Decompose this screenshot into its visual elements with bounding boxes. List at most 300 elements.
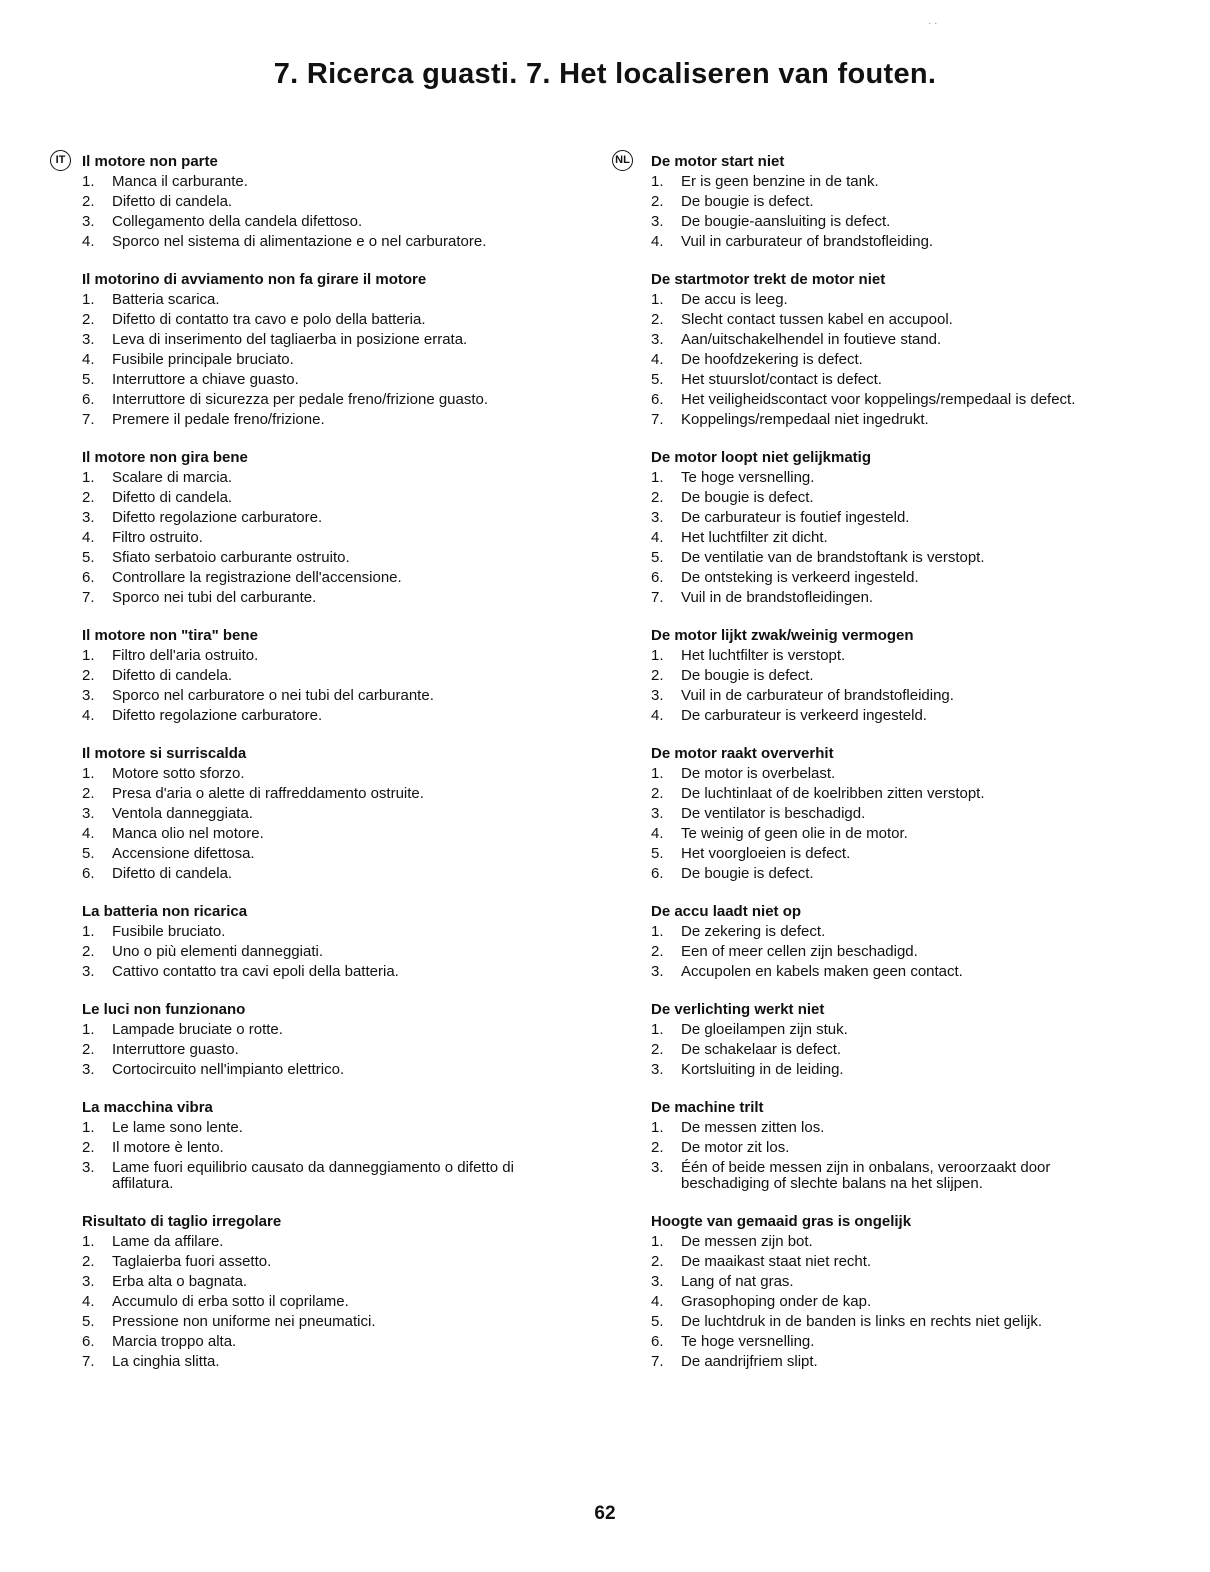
troubleshooting-section [651,1098,1121,1194]
item-text: De ontsteking is verkeerd ingesteld. [681,569,919,586]
item-number: 1. [651,1233,664,1250]
item-number: 1. [651,469,664,486]
section-title: La macchina vibra [82,1099,213,1116]
cause-item [651,1312,1121,1332]
item-number: 1. [82,469,95,486]
item-text: Interruttore di sicurezza per pedale freno/frizione guasto. [112,391,489,408]
troubleshooting-section [651,626,1121,726]
item-text: Een of meer cellen zijn beschadigd. [681,943,918,960]
item-number: 4. [651,529,664,546]
item-number: 5. [82,1313,95,1330]
troubleshooting-section [82,1212,552,1372]
item-text: Filtro dell'aria ostruito. [112,647,259,664]
item-number: 1. [651,1021,664,1038]
item-number: 4. [82,825,95,842]
item-number: 6. [651,569,664,586]
cause-item [82,568,552,588]
item-text: Het luchtfilter is verstopt. [681,647,846,664]
item-text: De ventilator is beschadigd. [681,805,866,822]
item-text: De maaikast staat niet recht. [681,1253,872,1270]
cause-item [82,784,552,804]
cause-item [82,410,552,430]
item-number: 4. [651,825,664,842]
cause-item [82,1352,552,1372]
item-number: 1. [82,1021,95,1038]
item-text: De carburateur is verkeerd ingesteld. [681,707,927,724]
item-text: De hoofdzekering is defect. [681,351,863,368]
cause-item [82,310,552,330]
cause-item [651,1252,1121,1272]
cause-item [651,764,1121,784]
cause-list [82,1118,552,1194]
cause-item [82,330,552,350]
cause-item [651,310,1121,330]
item-text: Het stuurslot/contact is defect. [681,371,882,388]
item-number: 3. [651,687,664,704]
item-text: Cortocircuito nell'impianto elettrico. [112,1061,345,1078]
item-text: La cinghia slitta. [112,1353,220,1370]
item-text: De carburateur is foutief ingesteld. [681,509,910,526]
item-text: De messen zijn bot. [681,1233,813,1250]
cause-item [651,646,1121,666]
item-text: Sfiato serbatoio carburante ostruito. [112,549,350,566]
item-text: Difetto di contatto tra cavo e polo della batteria. [112,311,426,328]
item-text: De motor zit los. [681,1139,790,1156]
cause-item [651,192,1121,212]
cause-item [82,1252,552,1272]
cause-list [82,290,552,430]
item-number: 3. [651,1159,664,1176]
item-number: 3. [82,1159,95,1176]
item-text: Lame da affilare. [112,1233,224,1250]
item-text: De messen zitten los. [681,1119,825,1136]
cause-item [82,844,552,864]
cause-item [651,1332,1121,1352]
cause-item [651,232,1121,252]
cause-item [651,488,1121,508]
cause-item [82,962,552,982]
item-number: 7. [651,411,664,428]
cause-item [82,528,552,548]
item-text: Il motore è lento. [112,1139,224,1156]
cause-item [651,824,1121,844]
item-number: 4. [651,233,664,250]
item-number: 5. [651,371,664,388]
item-number: 1. [82,647,95,664]
item-number: 2. [651,1139,664,1156]
cause-item [82,764,552,784]
item-text: De motor is overbelast. [681,765,836,782]
troubleshooting-section [82,448,552,608]
item-number: 2. [82,1139,95,1156]
cause-item [651,844,1121,864]
cause-item [651,468,1121,488]
cause-item [82,706,552,726]
item-number: 3. [82,213,95,230]
item-number: 7. [82,1353,95,1370]
item-number: 2. [651,943,664,960]
item-number: 1. [651,173,664,190]
cause-item [82,1312,552,1332]
item-text: Pressione non uniforme nei pneumatici. [112,1313,376,1330]
item-number: 1. [82,173,95,190]
item-text: Difetto di candela. [112,865,233,882]
item-text: Uno o più elementi danneggiati. [112,943,323,960]
item-text: Aan/uitschakelhendel in foutieve stand. [681,331,942,348]
cause-item [651,706,1121,726]
item-text: Collegamento della candela difettoso. [112,213,363,230]
item-number: 2. [82,943,95,960]
cause-item [82,1020,552,1040]
item-text: Manca olio nel motore. [112,825,264,842]
item-text: Motore sotto sforzo. [112,765,245,782]
cause-list [651,764,1121,884]
cause-item [82,804,552,824]
item-number: 6. [82,391,95,408]
item-number: 2. [82,193,95,210]
item-text: De ventilatie van de brandstoftank is verstopt. [681,549,985,566]
item-text: De zekering is defect. [681,923,826,940]
troubleshooting-section [82,902,552,982]
item-text: Er is geen benzine in de tank. [681,173,879,190]
item-number: 5. [651,845,664,862]
cause-item [82,488,552,508]
item-text: Taglaierba fuori assetto. [112,1253,272,1270]
item-number: 5. [651,549,664,566]
cause-item [651,942,1121,962]
item-text: Difetto di candela. [112,489,233,506]
cause-item [651,1272,1121,1292]
item-text: De bougie-aansluiting is defect. [681,213,891,230]
cause-item [82,922,552,942]
page-number: 62 [594,1503,616,1524]
cause-item [651,568,1121,588]
item-number: 4. [82,707,95,724]
cause-item [651,508,1121,528]
item-text: Difetto di candela. [112,667,233,684]
item-text: Accensione difettosa. [112,845,255,862]
cause-item [82,824,552,844]
troubleshooting-section [82,152,552,252]
section-title: Il motorino di avviamento non fa girare il motore [82,271,427,288]
cause-item [82,212,552,232]
cause-item [82,1232,552,1252]
cause-item [82,666,552,686]
cause-item [651,1352,1121,1372]
cause-item [82,1060,552,1080]
item-number: 3. [82,1273,95,1290]
cause-item [651,1292,1121,1312]
item-number: 2. [651,1253,664,1270]
cause-item [651,666,1121,686]
cause-item [651,784,1121,804]
cause-item [82,646,552,666]
section-title: De motor raakt oververhit [651,745,834,762]
section-title: Il motore non "tira" bene [82,627,258,644]
item-number: 2. [651,193,664,210]
cause-item [651,290,1121,310]
item-text: De luchtinlaat of de koelribben zitten verstopt. [681,785,985,802]
troubleshooting-section [651,902,1121,982]
cause-item [651,410,1121,430]
cause-item [82,350,552,370]
cause-item [651,1060,1121,1080]
item-number: 6. [82,569,95,586]
cause-item [82,370,552,390]
item-number: 4. [651,707,664,724]
section-title: Il motore non parte [82,153,218,170]
cause-item [82,232,552,252]
item-number: 6. [651,391,664,408]
troubleshooting-section [82,1000,552,1080]
item-text: Difetto regolazione carburatore. [112,509,323,526]
cause-list [82,922,552,982]
item-number: 4. [651,351,664,368]
item-number: 3. [651,213,664,230]
item-number: 1. [651,765,664,782]
cause-list [651,1020,1121,1080]
cause-item [651,1138,1121,1158]
cause-item [82,390,552,410]
item-number: 7. [82,411,95,428]
cause-item [651,1020,1121,1040]
dutch-column [615,152,1121,1390]
item-number: 7. [82,589,95,606]
item-number: 3. [651,1273,664,1290]
item-number: 2. [82,1253,95,1270]
cause-item [651,922,1121,942]
item-number: 4. [82,1293,95,1310]
item-text: De bougie is defect. [681,865,814,882]
section-title: Risultato di taglio irregolare [82,1213,282,1230]
cause-item [82,548,552,568]
item-text: Cattivo contatto tra cavi epoli della batteria. [112,963,399,980]
page-title: 7. Ricerca guasti. 7. Het localiseren van fouten. [273,58,937,90]
item-number: 6. [651,1333,664,1350]
item-text: De aandrijfriem slipt. [681,1353,818,1370]
item-text: Lampade bruciate o rotte. [112,1021,283,1038]
section-title: De startmotor trekt de motor niet [651,271,886,288]
item-number: 2. [651,311,664,328]
cause-list [82,468,552,608]
item-number: 1. [651,1119,664,1136]
item-text: Het luchtfilter zit dicht. [681,529,828,546]
cause-item [651,528,1121,548]
item-number: 1. [82,923,95,940]
item-text: Sporco nei tubi del carburante. [112,589,317,606]
cause-item [651,1040,1121,1060]
cause-item [651,1232,1121,1252]
cause-item [651,548,1121,568]
item-text: Lang of nat gras. [681,1273,794,1290]
cause-list [82,172,552,252]
cause-list [651,646,1121,726]
item-number: 2. [82,1041,95,1058]
section-title: Il motore si surriscalda [82,745,247,762]
troubleshooting-section [651,448,1121,608]
item-number: 1. [651,291,664,308]
item-number: 2. [651,1041,664,1058]
item-number: 2. [82,667,95,684]
item-text: Batteria scarica. [112,291,220,308]
item-text: De gloeilampen zijn stuk. [681,1021,848,1038]
item-text: Accumulo di erba sotto il coprilame. [112,1293,349,1310]
item-number: 3. [82,331,95,348]
dutch-sections [651,152,1121,1372]
cause-list [651,1118,1121,1194]
item-number: 6. [651,865,664,882]
item-number: 2. [651,785,664,802]
item-text: Vuil in de carburateur of brandstofleiding. [681,687,954,704]
item-number: 5. [82,371,95,388]
cause-item [651,370,1121,390]
cause-item [82,290,552,310]
item-text: Scalare di marcia. [112,469,233,486]
item-number: 3. [651,963,664,980]
cause-item [82,1040,552,1060]
item-number: 3. [82,963,95,980]
cause-list [651,468,1121,608]
item-text: Manca il carburante. [112,173,248,190]
item-number: 6. [82,1333,95,1350]
section-title: Le luci non funzionano [82,1001,246,1018]
section-title: De motor lijkt zwak/weinig vermogen [651,627,914,644]
cause-item [82,1332,552,1352]
item-text: Le lame sono lente. [112,1119,243,1136]
item-number: 1. [82,1119,95,1136]
item-number: 2. [82,785,95,802]
item-number: 5. [82,845,95,862]
item-number: 6. [82,865,95,882]
item-number: 3. [82,1061,95,1078]
troubleshooting-section [651,270,1121,430]
item-number: 1. [82,291,95,308]
item-number: 3. [651,331,664,348]
section-title: Hoogte van gemaaid gras is ongelijk [651,1213,912,1230]
item-number: 7. [651,589,664,606]
troubleshooting-section [651,152,1121,252]
section-title: De verlichting werkt niet [651,1001,825,1018]
item-number: 1. [82,765,95,782]
item-number: 3. [82,687,95,704]
cause-item [82,1292,552,1312]
troubleshooting-section [82,744,552,884]
cause-list [651,290,1121,430]
item-text: Vuil in de brandstofleidingen. [681,589,874,606]
troubleshooting-section [651,1000,1121,1080]
item-text: Het veiligheidscontact voor koppelings/rempedaal is defect. [681,391,1076,408]
item-number: 4. [651,1293,664,1310]
item-text: Marcia troppo alta. [112,1333,237,1350]
item-text: Difetto di candela. [112,193,233,210]
cause-list [651,172,1121,252]
item-number: 4. [82,233,95,250]
cause-item [82,468,552,488]
cause-item [651,212,1121,232]
cause-item [651,330,1121,350]
item-text: Vuil in carburateur of brandstofleiding. [681,233,934,250]
language-badge-nl: NL [612,150,633,171]
cause-item [82,1272,552,1292]
item-text: Ventola danneggiata. [112,805,253,822]
cause-item [651,962,1121,982]
item-text: Fusibile bruciato. [112,923,226,940]
item-number: 4. [82,351,95,368]
item-text: Presa d'aria o alette di raffreddamento ostruite. [112,785,424,802]
cause-list [651,922,1121,982]
cause-item [651,686,1121,706]
cause-item [82,864,552,884]
item-text: Interruttore a chiave guasto. [112,371,299,388]
cause-list [82,764,552,884]
item-text: Premere il pedale freno/frizione. [112,411,325,428]
item-number: 5. [651,1313,664,1330]
item-number: 3. [82,805,95,822]
item-text: De accu is leeg. [681,291,788,308]
item-text: Interruttore guasto. [112,1041,239,1058]
item-number: 2. [651,667,664,684]
cause-item [82,942,552,962]
cause-item [82,588,552,608]
cause-item [651,1158,1121,1194]
cause-item [82,1138,552,1158]
item-number: 1. [82,1233,95,1250]
italian-sections [82,152,552,1372]
item-text: Te weinig of geen olie in de motor. [681,825,908,842]
section-title: De motor loopt niet gelijkmatig [651,449,872,466]
corner-mark: · · [928,18,938,29]
item-text: De schakelaar is defect. [681,1041,842,1058]
cause-item [651,804,1121,824]
troubleshooting-section [82,270,552,430]
item-text: Filtro ostruito. [112,529,203,546]
cause-item [82,1118,552,1138]
cause-item [82,508,552,528]
cause-item [651,864,1121,884]
troubleshooting-section [651,744,1121,884]
section-title: La batteria non ricarica [82,903,248,920]
item-number: 5. [82,549,95,566]
cause-item [82,192,552,212]
section-title: Il motore non gira bene [82,449,248,466]
item-text: Grasophoping onder de kap. [681,1293,872,1310]
item-text: Accupolen en kabels maken geen contact. [681,963,963,980]
troubleshooting-section [651,1212,1121,1372]
section-title: De machine trilt [651,1099,764,1116]
item-text: Te hoge versnelling. [681,1333,815,1350]
item-number: 3. [82,509,95,526]
troubleshooting-section [82,626,552,726]
item-text: Sporco nel carburatore o nei tubi del carburante. [112,687,434,704]
italian-column [55,152,552,1390]
item-number: 2. [82,311,95,328]
item-text: Controllare la registrazione dell'accensione. [112,569,402,586]
cause-list [651,1232,1121,1372]
cause-item [651,350,1121,370]
item-text: Difetto regolazione carburatore. [112,707,323,724]
item-text: Lame fuori equilibrio causato da danneggiamento o difetto di affilatura. [112,1159,514,1192]
item-number: 3. [651,1061,664,1078]
troubleshooting-section [82,1098,552,1194]
cause-item [82,1158,552,1194]
item-text: De bougie is defect. [681,667,814,684]
item-number: 1. [651,647,664,664]
item-text: De bougie is defect. [681,193,814,210]
cause-list [82,1232,552,1372]
item-text: De bougie is defect. [681,489,814,506]
item-text: Te hoge versnelling. [681,469,815,486]
cause-item [651,172,1121,192]
